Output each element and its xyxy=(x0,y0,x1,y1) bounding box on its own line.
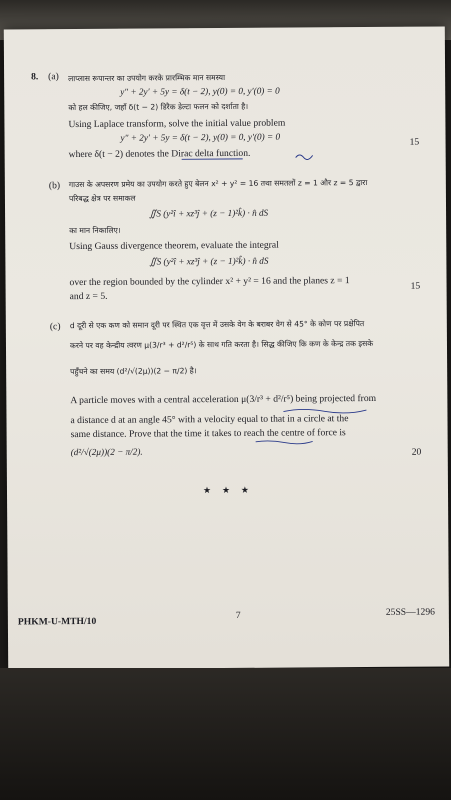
part-b-hindi-line1: गाउस के अपसरण प्रमेय का उपयोग करते हुए बेलन x² + y² = 16 तथा समतलों z = 1 और z = 5 द्वारा xyxy=(68,178,368,190)
pen-underline-mark xyxy=(181,156,245,162)
question-number: 8. xyxy=(31,71,39,83)
part-c-hindi-line3: पहुँचने का समय (d²/√(2μ))(2 − π/2) है। xyxy=(70,366,197,377)
part-c-hindi-line2: करने पर वह केन्द्रीय त्वरण μ(3/r³ + d²/r⁵) के साथ गति करता है। सिद्ध कीजिए कि कण के केन्द्र तक इसके xyxy=(69,338,374,351)
footer-paper-code: PHKM-U-MTH/10 xyxy=(17,615,97,628)
exam-page xyxy=(4,26,449,669)
part-b-hindi-line3: का मान निकालिए। xyxy=(69,225,121,236)
part-a-english-line2: where δ(t − 2) denotes the Dirac delta function. xyxy=(68,147,251,161)
footer-serial-code: 25SS—1296 xyxy=(385,606,435,618)
part-a-equation-hindi: y″ + 2y′ + 5y = δ(t − 2), y(0) = 0, y′(0) = 0 xyxy=(120,85,280,97)
pen-squiggle-mark xyxy=(295,151,315,161)
end-separator: ★ ★ ★ xyxy=(202,485,253,497)
part-c-label: (c) xyxy=(49,321,61,333)
part-a-english-line1: Using Laplace transform, solve the initial value problem xyxy=(68,117,286,131)
pen-underline-mark-2 xyxy=(282,403,368,416)
part-a-hindi-line1: लाप्लास रूपान्तर का उपयोग करके प्रारम्भिक मान समस्या xyxy=(68,73,226,84)
part-b-label: (b) xyxy=(48,180,61,192)
background-bottom xyxy=(0,668,451,800)
part-b-integral-english: ∬S (y²î + xz³ĵ + (z − 1)²k̂) · n̂ dS xyxy=(149,255,269,267)
part-b-english-line1: Using Gauss divergence theorem, evaluate the integral xyxy=(69,239,279,253)
footer-page-number: 7 xyxy=(235,609,241,621)
part-a-marks: 15 xyxy=(409,136,420,148)
part-b-integral-hindi: ∬S (y²î + xz³ĵ + (z − 1)²k̂) · n̂ dS xyxy=(149,207,269,219)
part-a-label: (a) xyxy=(48,71,59,83)
part-c-english-line3: same distance. Prove that the time it takes to reach the centre of force is xyxy=(70,427,346,441)
part-c-english-line2: a distance d at an angle 45° with a velocity equal to that in a circle at the xyxy=(70,413,349,427)
part-b-hindi-line2: परिबद्ध क्षेत्र पर समाकल xyxy=(68,193,136,204)
part-b-marks: 15 xyxy=(410,280,421,292)
part-c-english-line1: A particle moves with a central acceleration μ(3/r³ + d²/r⁵) being projected from xyxy=(70,392,377,407)
part-a-hindi-line2: को हल कीजिए, जहाँ δ(t − 2) डिरैक डेल्टा फलन को दर्शाता है। xyxy=(68,101,249,113)
part-c-marks: 20 xyxy=(411,446,422,458)
pen-underline-mark-3 xyxy=(255,437,315,445)
part-c-hindi-line1: d दूरी से एक कण को समान दूरी पर स्थित एक वृत्त में उसके वेग के बराबर वेग से 45° के कोण पर प्रक्षेपित xyxy=(69,319,365,331)
part-c-english-line4: (d²/√(2μ))(2 − π/2). xyxy=(70,446,143,458)
part-a-equation-english: y″ + 2y′ + 5y = δ(t − 2), y(0) = 0, y′(0) = 0 xyxy=(120,131,281,143)
part-b-english-line2: over the region bounded by the cylinder x² + y² = 16 and the planes z = 1 xyxy=(69,275,350,289)
part-b-english-line3: and z = 5. xyxy=(69,290,108,303)
